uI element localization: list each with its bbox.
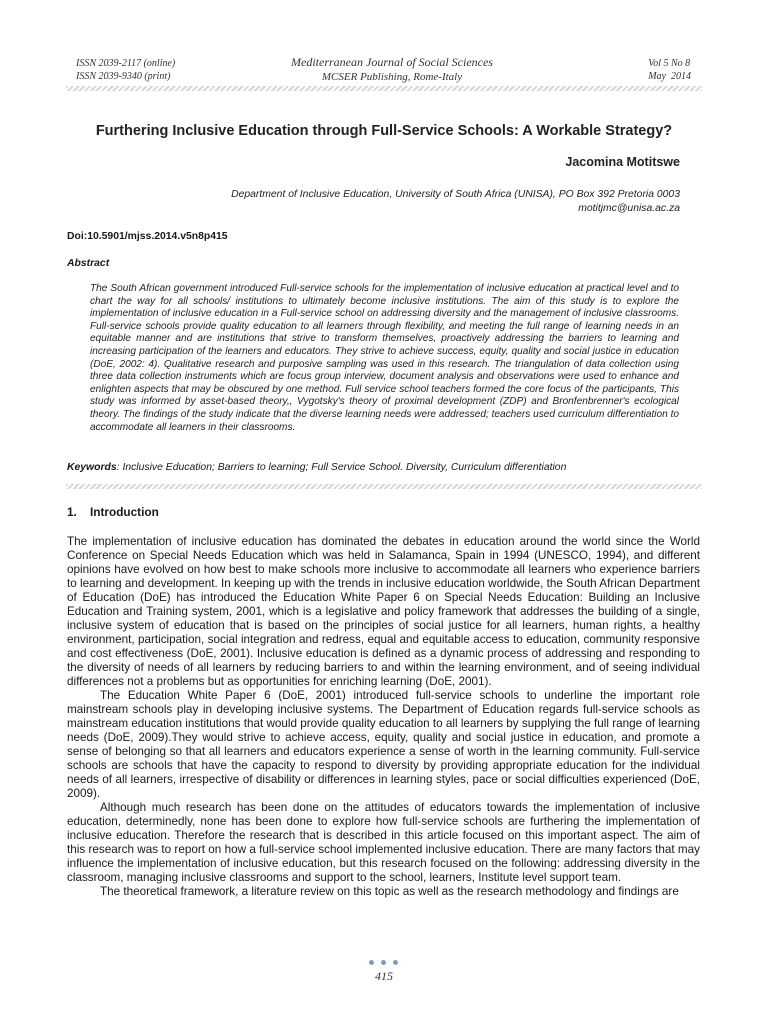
doi[interactable]: Doi:10.5901/mjss.2014.v5n8p415 [67,231,228,242]
keywords-label: Keywords [67,462,117,473]
section-body [67,535,700,899]
journal-name: Mediterranean Journal of Social Sciences [291,55,493,69]
volume: Vol 5 No 8 [648,58,691,69]
section-number: 1. [67,505,77,519]
ornament-dot [381,960,386,965]
publisher: MCSER Publishing, Rome-Italy [321,71,463,83]
author-name: Jacomina Motitswe [565,155,680,169]
section-heading [67,505,159,519]
journal-header [230,55,554,84]
ornament-dot [393,960,398,965]
paragraph: The Education White Paper 6 (DoE, 2001) introduced full-service schools to underline the important role mainstream schools play in developing inclusive systems. The Department of Education regards full-service schools as mainstream education institutions that would provide quality education to all learners by supplying the full range of learning needs (DoE, 2009).They would strive to achieve access, equity, quality and social justice in education, and promote a sense of belonging so that all learners and educators experience a sense of worth in the learning community. Full-service schools are schools that have the capacity to respond to diversity by providing appropriate education for the individual needs of all learners, irrespective of disability or differences in learning styles, pace or social difficulties experienced (DoE, 2009). [67,689,700,800]
paragraph: The theoretical framework, a literature review on this topic as well as the research methodology and findings are [100,885,679,898]
abstract-text: The South African government introduced Full-service schools for the implementation of inclusive education at practical level and to chart the way for all schools/ institutions to ultimately become inclusive institutions. The aim of this study is to explore the implementation of inclusive education in a Full-service school on addressing diversity and the management of inclusive classrooms. Full-service schools provide quality education to all learners through flexibility, and meeting the full range of learning needs in an equitable manner and are institutions that strive to transform themselves, proactively addressing the barriers to learning and increasing participation of the learners and educators. They strive to achieve success, equity, quality and social justice in education (DoE, 2002: 4). Qualitative research and purposive sampling was used in this research. The triangulation of data collection using three data collection instruments which are focus group interview, document analysis and observations were used to enhance and enlighten aspects that may be obscured by one method. Full service school teachers formed the core focus of the participants, This study was informed by asset-based theory,, Vygotsky's theory of proximal development (ZDP) and Bronfenbrenner's ecological theory. The findings of the study indicate that the diverse learning needs were addressed; teachers used curriculum differentiation to accommodate all learners in their classrooms. [90,283,679,433]
abstract-divider [66,484,702,489]
issue-date: May 2014 [648,71,691,82]
page-number: 415 [375,969,393,983]
issn-online: ISSN 2039-2117 (online) [76,58,176,69]
paragraph: The implementation of inclusive education has dominated the debates in education around the world since the World Conference on Special Needs Education which was held in Salamanca, Spain in 1994 (UNESCO, 1994), and different opinions have evolved on how best to make schools more inclusive to accommodate all learners who experience barriers to learning and development. In keeping up with the trends in inclusive education worldwide, the South African Department of Education (DoE) has introduced the Education White Paper 6 on Special Needs Education: Building an Inclusive Education and Training system, 2001, which is a legislative and policy framework that addresses the building of a single, inclusive system of education that is based on the principles of social justice for all learners, human rights, a healthy environment, participation, social integration and redress, equal and equitable access to education, community responsive and cost effectiveness (DoE, 2001). Inclusive education is defined as a dynamic process of addressing and responding to the diversity of needs of all learners by reducing barriers to and within the learning environment, and of seeing individual differences not a problems but as opportunities for enriching learning (DoE, 2001). [67,535,700,688]
abstract-heading: Abstract [67,258,110,269]
keywords-list: : Inclusive Education; Barriers to learning; Full Service School. Diversity, Curriculum differentiation [116,462,567,473]
volume-block [648,57,691,83]
affiliation: Department of Inclusive Education, University of South Africa (UNISA), PO Box 392 Pretoria 0003 [231,189,680,200]
keywords [67,462,566,473]
issn-print: ISSN 2039-9340 (print) [76,71,171,82]
author-email[interactable]: motitjmc@unisa.ac.za [578,203,680,214]
section-title: Introduction [90,505,159,519]
ornament-dot [369,960,374,965]
issn-block [76,57,175,83]
paragraph: Although much research has been done on the attitudes of educators towards the implementation of inclusive education, determinedly, none has been done to explore how full-service schools are furthering the implementation of inclusive education. Therefore the research that is described in this article focused on this important aspect. The aim of this research was to report on how a full-service school implemented inclusive education. There are many factors that may influence the implementation of inclusive education, but this research focused on the following: addressing diversity in the classroom, managing inclusive classrooms and support to the school, learners, Institute level support team. [67,801,700,884]
header-divider [66,86,702,91]
page-ornament [369,960,399,966]
affiliation-block [231,188,680,216]
article-title: Furthering Inclusive Education through Full-Service Schools: A Workable Strategy? [95,123,673,139]
